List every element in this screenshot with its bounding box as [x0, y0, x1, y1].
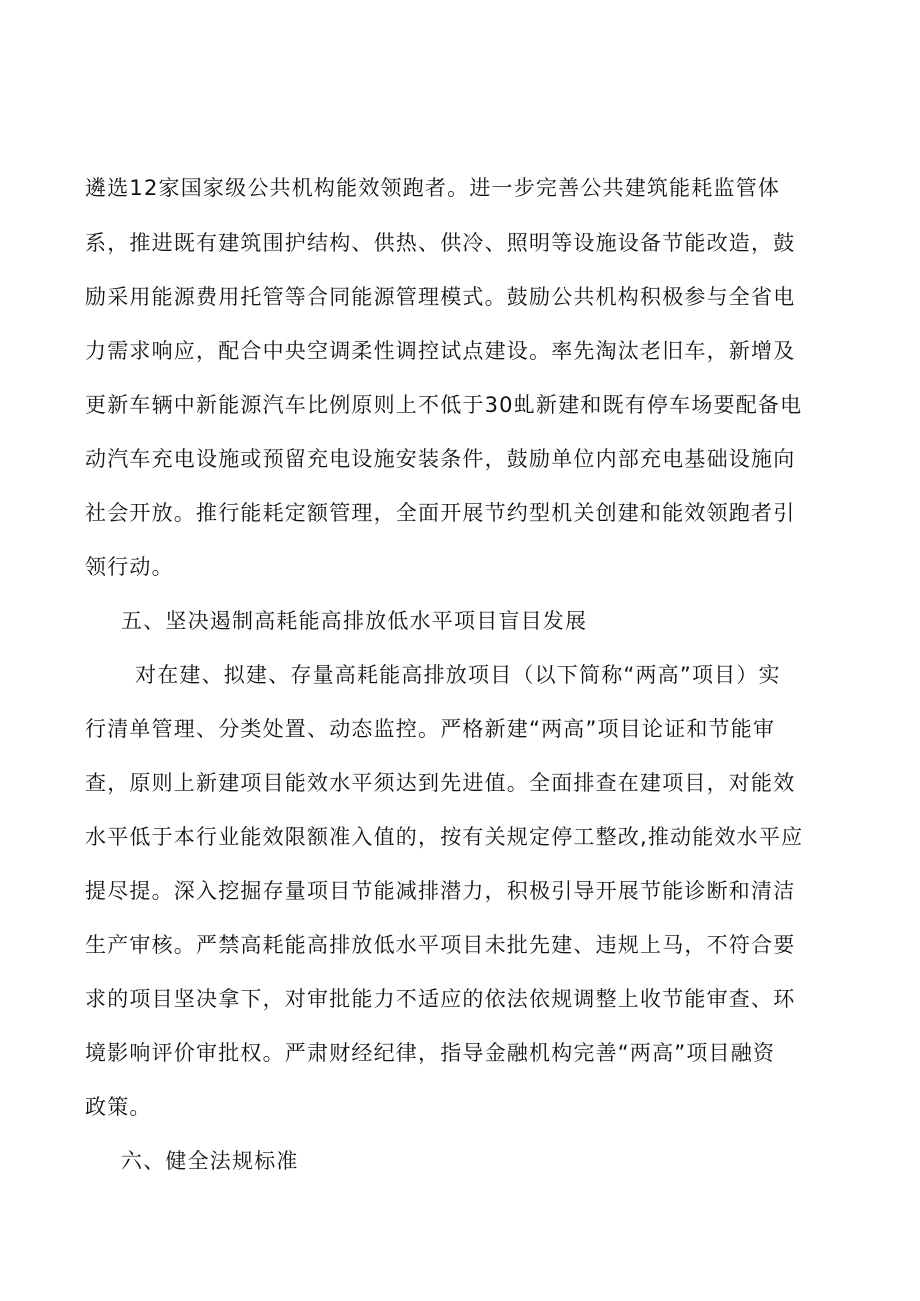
paragraph-line: 提尽提。深入挖掘存量项目节能减排潜力，积极引导开展节能诊断和清洁: [85, 879, 796, 903]
section-heading: 五、坚决遏制高耗能高排放低水平项目盲目发展: [121, 609, 588, 633]
paragraph-line: 社会开放。推行能耗定额管理，全面开展节约型机关创建和能效领跑者引: [85, 501, 796, 525]
paragraph-line: 励采用能源费用托管等合同能源管理模式。鼓励公共机构积极参与全省电: [85, 285, 796, 309]
paragraph-line: 行清单管理、分类处置、动态监控。严格新建“两高”项目论证和节能审: [85, 717, 776, 741]
paragraph-line: 水平低于本行业能效限额准入值的，按有关规定停工整改,推动能效水平应: [85, 825, 804, 849]
paragraph-line: 查，原则上新建项目能效水平须达到先进值。全面排查在建项目，对能效: [85, 771, 796, 795]
paragraph-line: 系，推进既有建筑围护结构、供热、供冷、照明等设施设备节能改造，鼓: [85, 231, 796, 255]
paragraph-line: 求的项目坚决拿下，对审批能力不适应的依法依规调整上收节能审查、环: [85, 987, 796, 1011]
paragraph-line: 境影响评价审批权。严肃财经纪律，指导金融机构完善“两高”项目融资: [85, 1041, 776, 1065]
paragraph-line: 领行动。: [85, 555, 174, 579]
paragraph-line: 遴选12家国家级公共机构能效领跑者。进一步完善公共建筑能耗监管体: [85, 176, 781, 200]
paragraph-line: 动汽车充电设施或预留充电设施安装条件，鼓励单位内部充电基础设施向: [85, 447, 796, 471]
paragraph-line: 更新车辆中新能源汽车比例原则上不低于30虬新建和既有停车场要配备电: [85, 393, 803, 417]
paragraph-line: 力需求响应，配合中央空调柔性调控试点建设。率先淘汰老旧车，新增及: [85, 339, 796, 363]
paragraph-line: 政策。: [85, 1095, 152, 1119]
paragraph-line: 对在建、拟建、存量高耗能高排放项目（以下简称“两高”项目）实: [135, 663, 781, 687]
section-heading: 六、健全法规标准: [121, 1149, 299, 1173]
paragraph-line: 生产审核。严禁高耗能高排放低水平项目未批先建、违规上马，不符合要: [85, 933, 796, 957]
